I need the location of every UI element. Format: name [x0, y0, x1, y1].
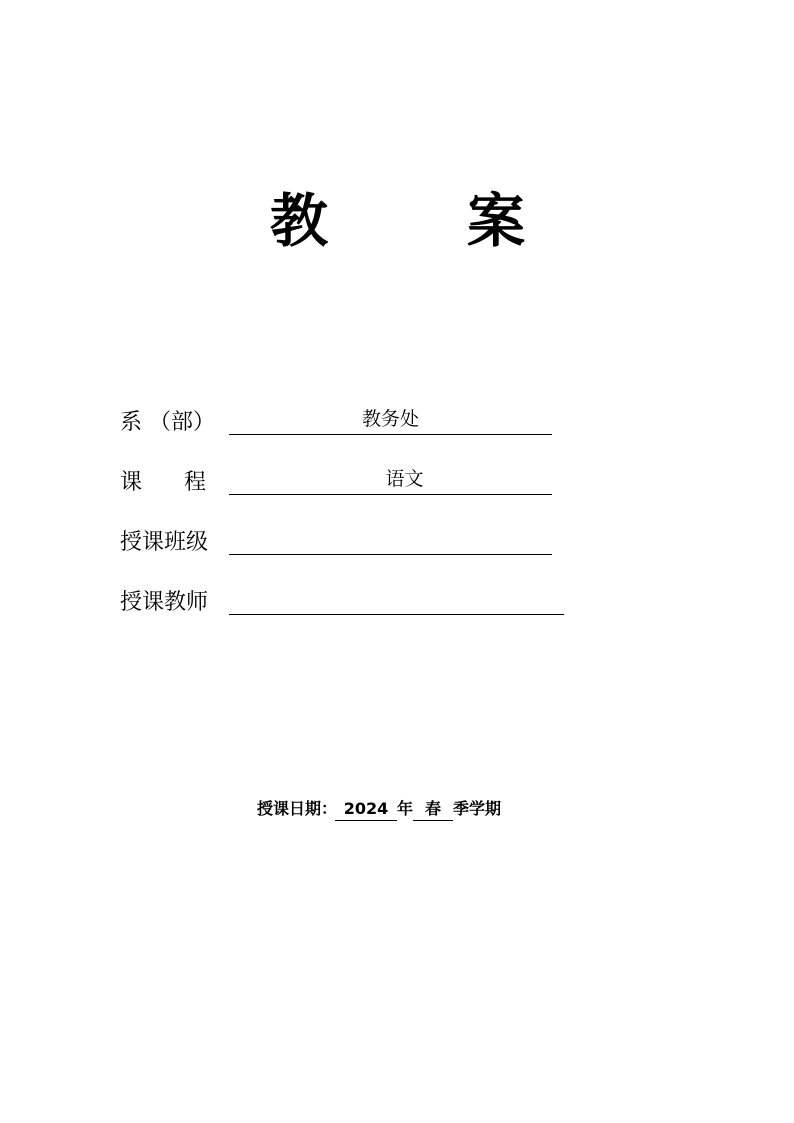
date-suffix: 季学期 — [453, 799, 502, 818]
teaching-date-row — [257, 797, 501, 821]
department-value: 教务处 — [361, 408, 419, 430]
department-label — [120, 410, 215, 436]
course-label — [120, 470, 206, 496]
teacher-label-text: 授课教师 — [120, 590, 209, 615]
class-label-text: 授课班级 — [120, 530, 209, 555]
date-year: 2024 — [335, 798, 397, 821]
course-value: 语文 — [385, 468, 424, 490]
class-label — [120, 530, 208, 556]
title-char-2: 案 — [467, 187, 526, 255]
course-field — [229, 466, 552, 495]
department-field — [229, 406, 552, 435]
date-prefix: 授课日期： — [257, 799, 338, 818]
teacher-field — [229, 586, 564, 615]
course-label-text: 课 程 — [120, 470, 206, 495]
teacher-label — [120, 590, 208, 616]
department-label-text: 系 （部） — [120, 410, 215, 435]
class-field — [229, 526, 552, 555]
date-year-suffix: 年 — [397, 799, 414, 818]
date-season: 春 — [413, 798, 453, 821]
title-char-1: 教 — [270, 187, 329, 255]
